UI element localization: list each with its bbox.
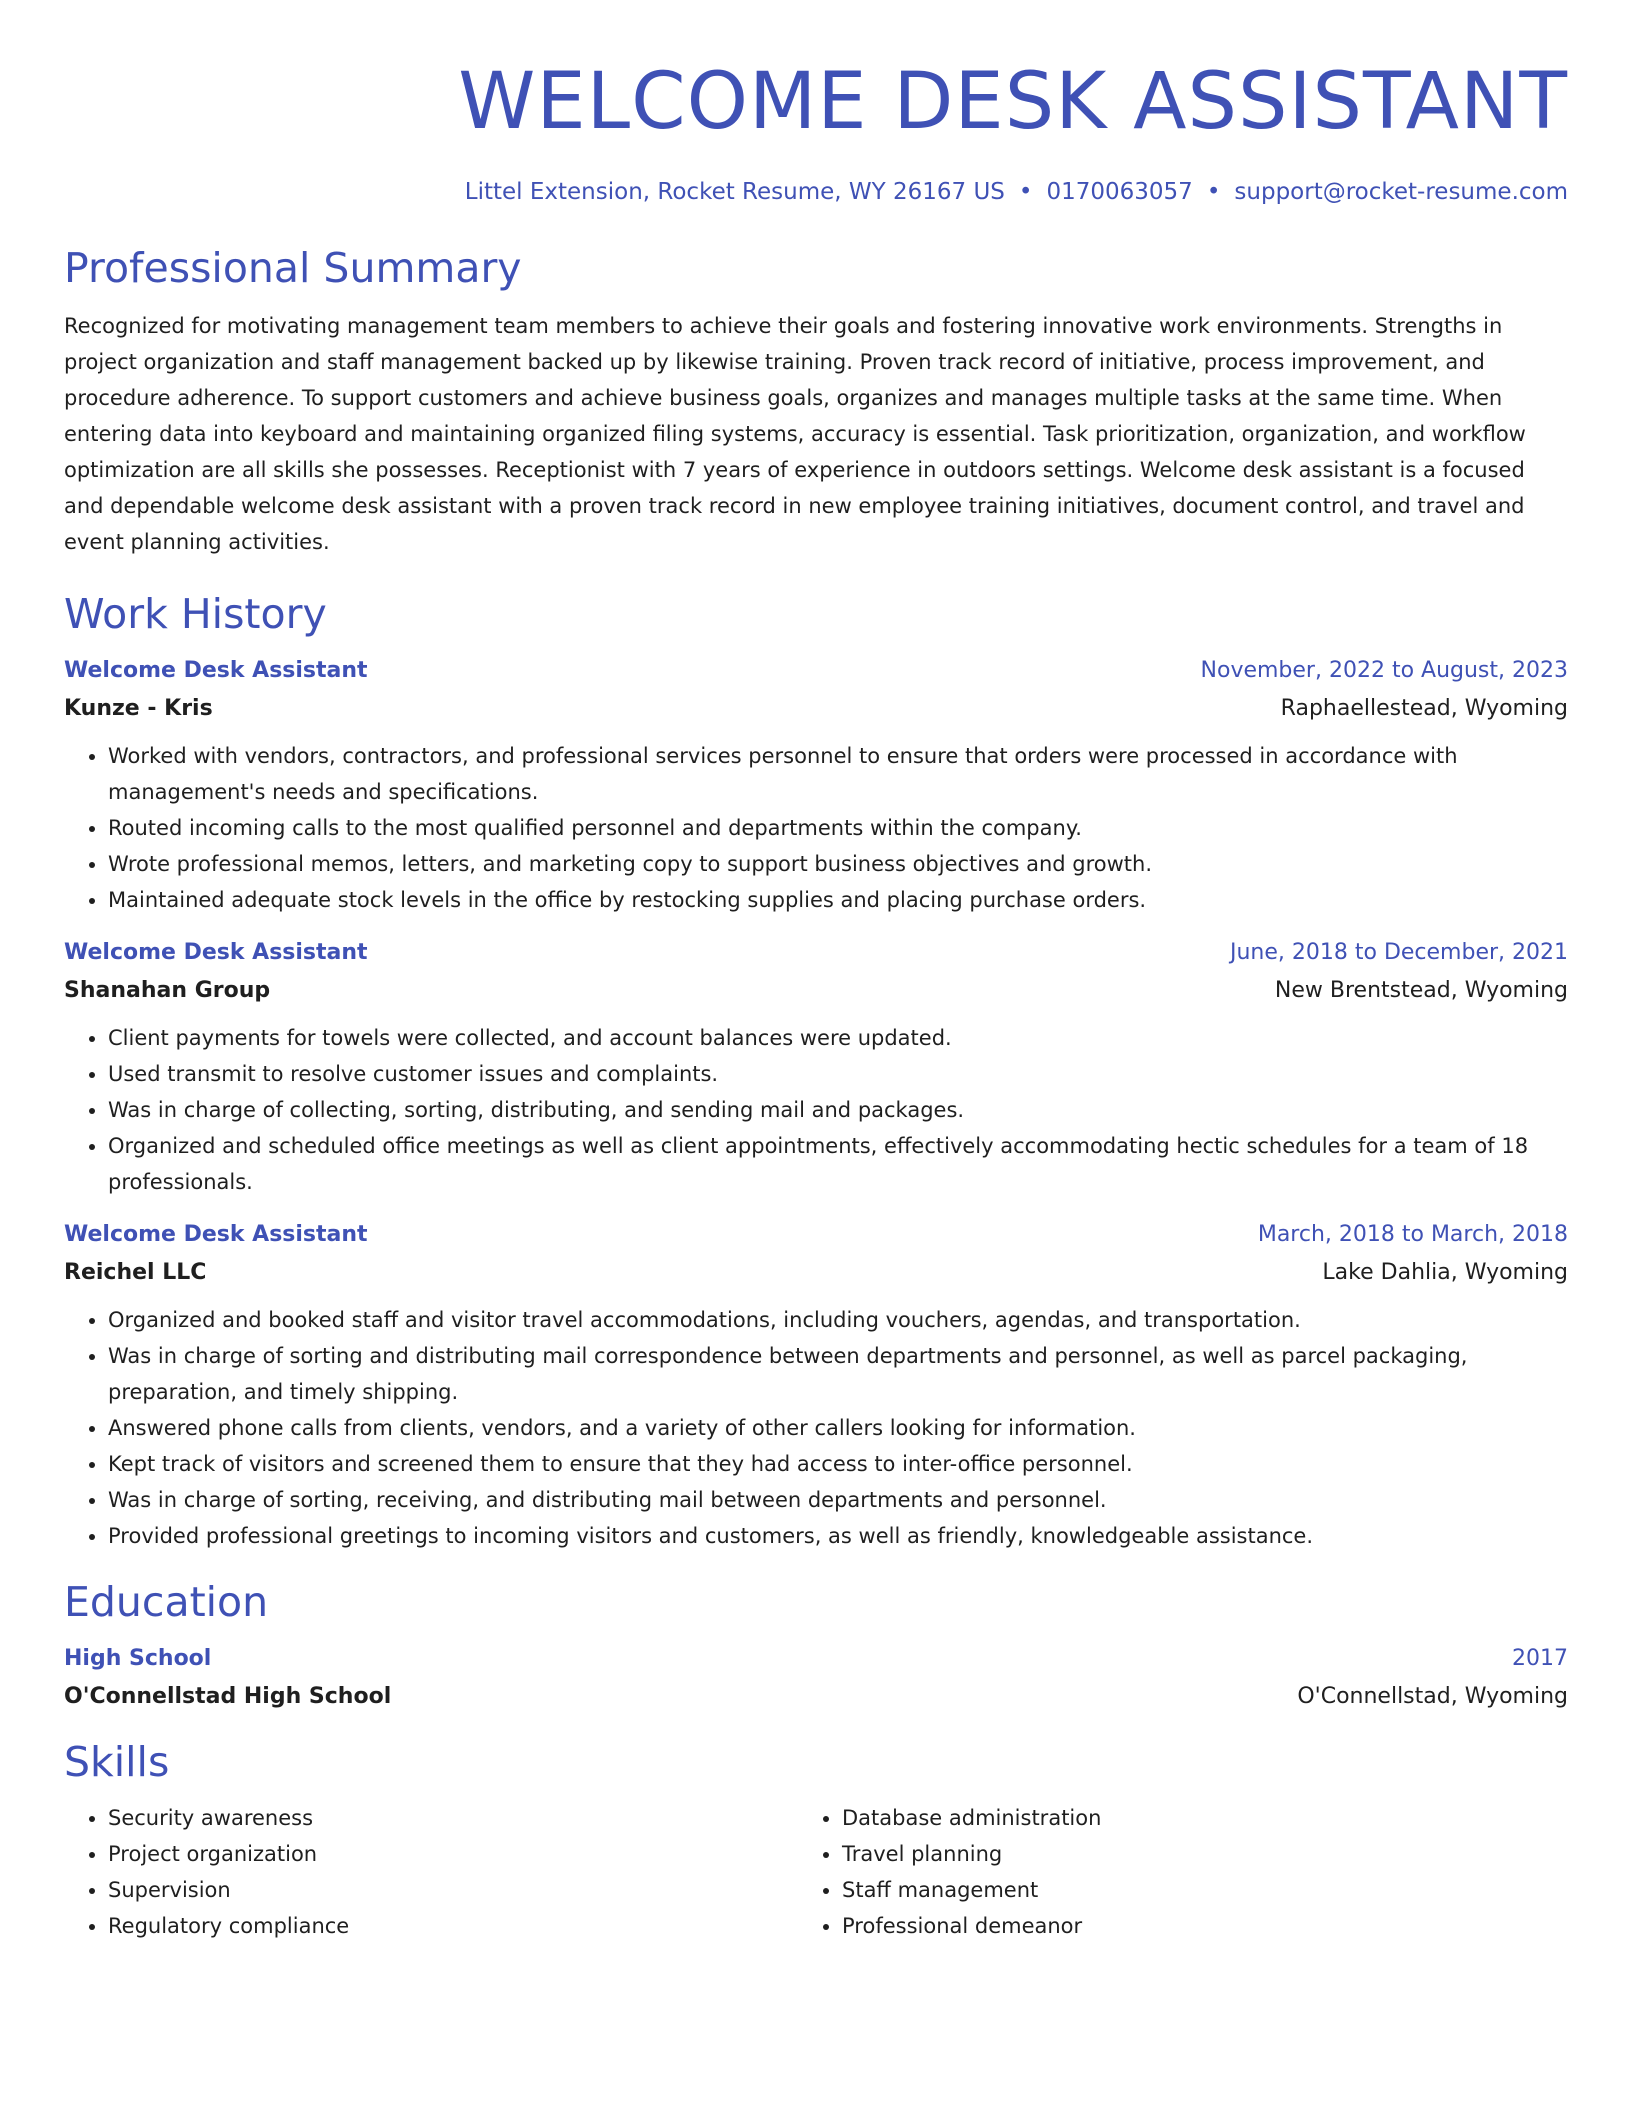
job-entry: [64, 934, 1568, 1200]
skill-item: • Project organization: [108, 1836, 798, 1872]
job-bullet: • Routed incoming calls to the most qualified personnel and departments within the company.: [108, 810, 1568, 846]
resume-title: WELCOME DESK ASSISTANT: [458, 57, 1568, 147]
job-bullet: • Kept track of visitors and screened them to ensure that they had access to inter-office personnel.: [108, 1446, 1568, 1482]
skill-item: • Security awareness: [108, 1800, 798, 1836]
education-entry: [64, 1640, 1568, 1716]
job-location: Raphaellestead, Wyoming: [1280, 696, 1568, 721]
skill-item: • Professional demeanor: [842, 1908, 1532, 1944]
job-dates: November, 2022 to August, 2023: [1200, 658, 1568, 683]
job-entry: [64, 652, 1568, 918]
job-role: Welcome Desk Assistant: [64, 1222, 368, 1247]
section-title-skills: Skills: [64, 1738, 170, 1786]
education-degree: High School: [64, 1646, 212, 1671]
job-bullet: • Wrote professional memos, letters, and marketing copy to support business objectives and growth.: [108, 846, 1568, 882]
job-bullet: • Worked with vendors, contractors, and professional services personnel to ensure that orders were processed in accordance with management's needs and specifications.: [108, 738, 1568, 810]
job-location: Lake Dahlia, Wyoming: [1322, 1260, 1568, 1285]
skills-column-left: [64, 1800, 798, 1944]
skill-item: • Regulatory compliance: [108, 1908, 798, 1944]
job-role: Welcome Desk Assistant: [64, 658, 368, 683]
education-location: O'Connellstad, Wyoming: [1297, 1684, 1568, 1709]
skill-item: • Travel planning: [842, 1836, 1532, 1872]
contact-separator: •: [1206, 179, 1221, 205]
job-bullet: • Used transmit to resolve customer issues and complaints.: [108, 1056, 1568, 1092]
contact-separator: •: [1018, 179, 1033, 205]
job-bullets: [64, 1020, 1568, 1200]
job-bullet: • Was in charge of collecting, sorting, distributing, and sending mail and packages.: [108, 1092, 1568, 1128]
job-company: Reichel LLC: [64, 1260, 207, 1285]
job-company: Kunze - Kris: [64, 696, 213, 721]
job-bullets: [64, 738, 1568, 918]
job-company: Shanahan Group: [64, 978, 271, 1003]
job-bullet: • Was in charge of sorting and distributing mail correspondence between departments and personnel, as well as parcel packaging, preparation, and timely shipping.: [108, 1338, 1568, 1410]
skill-item: • Supervision: [108, 1872, 798, 1908]
contact-line: [64, 176, 1568, 208]
job-bullet: • Client payments for towels were collected, and account balances were updated.: [108, 1020, 1568, 1056]
section-title-education: Education: [64, 1578, 269, 1626]
contact-email: support@rocket-resume.com: [1234, 179, 1568, 205]
section-title-summary: Professional Summary: [64, 244, 522, 292]
job-bullet: • Maintained adequate stock levels in the office by restocking supplies and placing purchase orders.: [108, 882, 1568, 918]
skill-item: • Database administration: [842, 1800, 1532, 1836]
job-dates: March, 2018 to March, 2018: [1257, 1222, 1568, 1247]
job-location: New Brentstead, Wyoming: [1274, 978, 1568, 1003]
skill-item: • Staff management: [842, 1872, 1532, 1908]
contact-phone: 0170063057: [1046, 179, 1193, 205]
contact-address: Littel Extension, Rocket Resume, WY 26167 US: [464, 179, 1005, 205]
job-bullet: • Was in charge of sorting, receiving, and distributing mail between departments and personnel.: [108, 1482, 1568, 1518]
job-bullet: • Answered phone calls from clients, vendors, and a variety of other callers looking for information.: [108, 1410, 1568, 1446]
skills-column-right: [798, 1800, 1532, 1944]
section-title-work-history: Work History: [64, 590, 327, 638]
job-entry: [64, 1216, 1568, 1554]
job-role: Welcome Desk Assistant: [64, 940, 368, 965]
education-year: 2017: [1512, 1646, 1568, 1671]
job-bullet: • Provided professional greetings to incoming visitors and customers, as well as friendly, knowledgeable assistance.: [108, 1518, 1568, 1554]
job-bullet: • Organized and scheduled office meetings as well as client appointments, effectively accommodating hectic schedules for a team of 18 professionals.: [108, 1128, 1568, 1200]
job-bullet: • Organized and booked staff and visitor travel accommodations, including vouchers, agendas, and transportation.: [108, 1302, 1568, 1338]
skills-grid: [64, 1800, 1568, 1944]
education-school: O'Connellstad High School: [64, 1684, 392, 1709]
job-bullets: [64, 1302, 1568, 1554]
summary-text: Recognized for motivating management team members to achieve their goals and fostering innovative work environments. Strengths in project organization and staff management backed up by likewise training. Proven track record of initiative, process improvement, and procedure adherence. To support customers and achieve business goals, organizes and manages multiple tasks at the same time. When entering data into keyboard and maintaining organized filing systems, accuracy is essential. Task prioritization, organization, and workflow optimization are all skills she possesses. Receptionist with 7 years of experience in outdoors settings. Welcome desk assistant is a focused and dependable welcome desk assistant with a proven track record in new employee training initiatives, document control, and travel and event planning activities.: [64, 314, 1526, 554]
job-dates: June, 2018 to December, 2021: [1229, 940, 1568, 965]
